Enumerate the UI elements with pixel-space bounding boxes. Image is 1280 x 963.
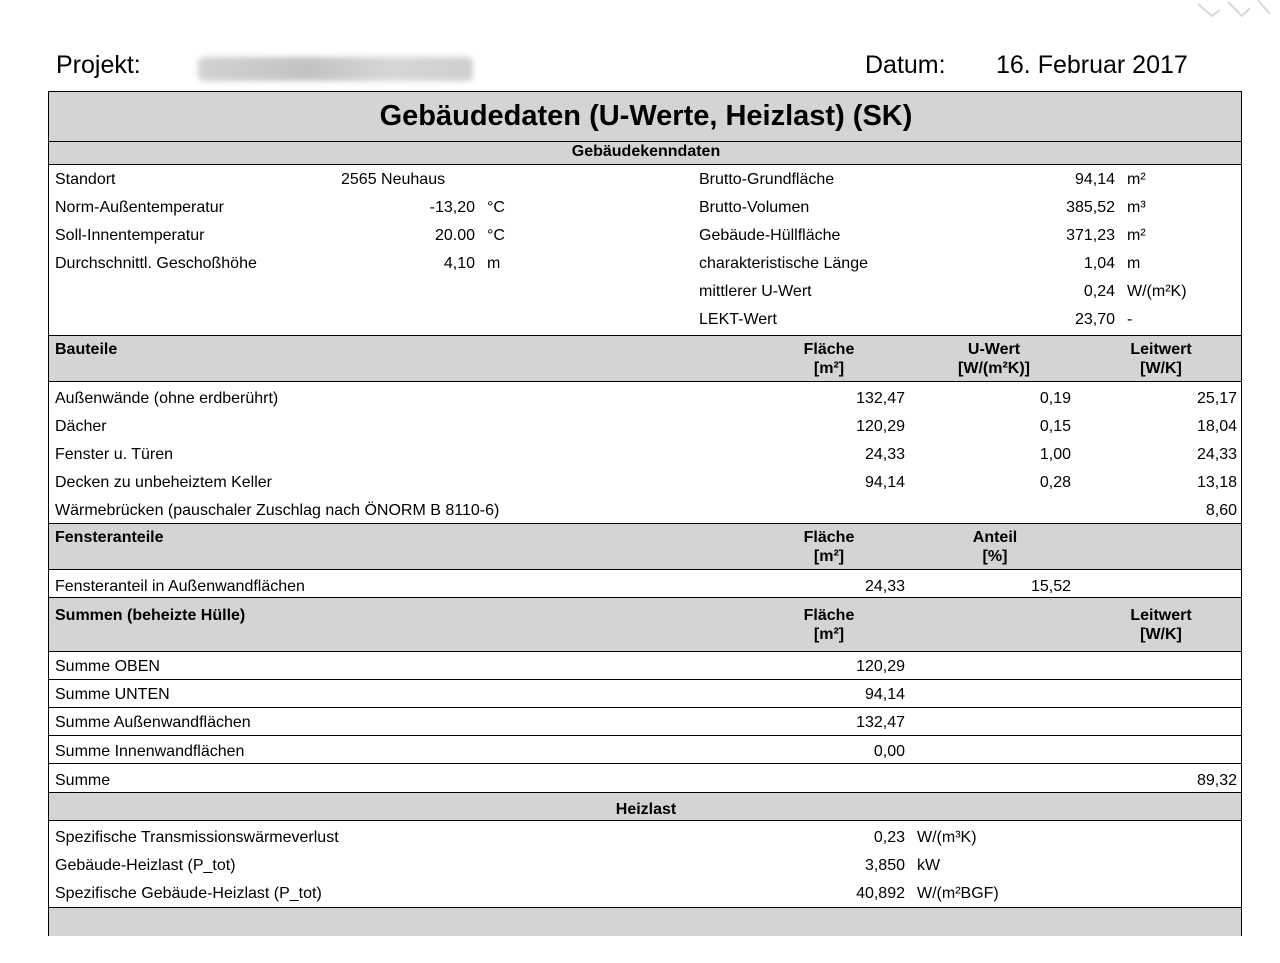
table-row-label: Decken zu unbeheiztem Keller (55, 474, 273, 491)
table-cell-flaeche: 132,47 (856, 390, 905, 407)
col-leitwert-unit: [W/K] (1140, 360, 1182, 377)
table-cell-flaeche: 94,14 (864, 474, 905, 491)
col-flaeche-header: Fläche (803, 607, 855, 624)
summe-total-label: Summe (55, 772, 111, 789)
kenndaten-label: Durchschnittl. Geschoßhöhe (55, 255, 257, 272)
summen-heading: Summen (beheizte Hülle) (55, 607, 246, 624)
heizlast-heading: Heizlast (615, 801, 677, 818)
kenndaten-label: mittlerer U-Wert (699, 283, 812, 300)
table-row-label: Summe UNTEN (55, 686, 170, 703)
table-row-label: Summe Außenwandflächen (55, 714, 251, 731)
heizlast-unit: W/(m²BGF) (917, 885, 999, 902)
kenndaten-value: 0,24 (1083, 283, 1115, 300)
table-cell-flaeche: 24,33 (864, 446, 905, 463)
kenndaten-label: LEKT-Wert (699, 311, 777, 328)
table-cell-flaeche: 120,29 (856, 658, 905, 675)
table-cell-uwert: 0,19 (1039, 390, 1071, 407)
table-row-label: Summe Innenwandflächen (55, 743, 245, 760)
table-cell-leitwert: 24,33 (1196, 446, 1237, 463)
table-cell-leitwert: 13,18 (1196, 474, 1237, 491)
table-row-label: Summe OBEN (55, 658, 160, 675)
heizlast-value: 40,892 (856, 885, 905, 902)
col-uwert-unit: [W/(m²K)] (958, 360, 1030, 377)
col-leitwert-header: Leitwert (1130, 341, 1192, 358)
col-flaeche-unit: [m²] (813, 548, 845, 565)
col-flaeche-unit: [m²] (813, 626, 845, 643)
table-row-label: Dächer (55, 418, 107, 435)
kenndaten-unit: W/(m²K) (1127, 283, 1187, 300)
kenndaten-unit: m (487, 255, 501, 272)
table-cell-leitwert: 8,60 (1205, 502, 1237, 519)
table-row-label: Fenster u. Türen (55, 446, 173, 463)
col-uwert-header: U-Wert (967, 341, 1021, 358)
col-flaeche-header: Fläche (803, 529, 855, 546)
kenndaten-unit: °C (487, 199, 505, 216)
col-leitwert-unit: [W/K] (1140, 626, 1182, 643)
sheet-title: Gebäudedaten (U-Werte, Heizlast) (SK) (379, 100, 913, 132)
table-row-label: Wärmebrücken (pauschaler Zuschlag nach ÖNORM B 8110-6) (55, 502, 500, 519)
kenndaten-unit: m (1127, 255, 1141, 272)
table-cell-flaeche: 24,33 (864, 578, 905, 595)
kenndaten-heading: Gebäudekenndaten (571, 143, 721, 160)
table-cell-flaeche: 132,47 (856, 714, 905, 731)
kenndaten-unit: m³ (1127, 199, 1146, 216)
kenndaten-value: 20.00 (434, 227, 475, 244)
kenndaten-value: 94,14 (1074, 171, 1115, 188)
table-row-label: Fensteranteil in Außenwandflächen (55, 578, 305, 595)
table-cell-flaeche: 0,00 (873, 743, 905, 760)
kenndaten-unit: m² (1127, 171, 1146, 188)
heizlast-value: 3,850 (864, 857, 905, 874)
kenndaten-unit: - (1127, 311, 1133, 328)
col-anteil-header: Anteil (972, 529, 1018, 546)
bauteile-band (49, 335, 1241, 381)
kenndaten-label: Brutto-Volumen (699, 199, 810, 216)
table-row-label: Außenwände (ohne erdberührt) (55, 390, 279, 407)
footer-band (49, 907, 1241, 936)
kenndaten-value: 1,04 (1083, 255, 1115, 272)
heizlast-unit: kW (917, 857, 941, 874)
heizlast-unit: W/(m³K) (917, 829, 977, 846)
col-leitwert-header: Leitwert (1130, 607, 1192, 624)
bauteile-heading: Bauteile (55, 341, 118, 358)
col-flaeche-unit: [m²] (813, 360, 845, 377)
table-cell-uwert: 1,00 (1039, 446, 1071, 463)
table-cell-leitwert: 25,17 (1196, 390, 1237, 407)
kenndaten-label: Soll-Innentemperatur (55, 227, 205, 244)
kenndaten-label: Norm-Außentemperatur (55, 199, 224, 216)
corner-decoration-icon (1190, 0, 1280, 22)
heizlast-label: Spezifische Gebäude-Heizlast (P_tot) (55, 885, 322, 902)
kenndaten-label: Brutto-Grundfläche (699, 171, 835, 188)
datum-value: 16. Februar 2017 (996, 51, 1188, 79)
kenndaten-unit: m² (1127, 227, 1146, 244)
heizlast-label: Gebäude-Heizlast (P_tot) (55, 857, 236, 874)
kenndaten-value: 4,10 (443, 255, 475, 272)
summe-total-leitwert: 89,32 (1196, 772, 1237, 789)
data-sheet (48, 91, 1242, 936)
kenndaten-value: 23,70 (1074, 311, 1115, 328)
heizlast-label: Spezifische Transmissionswärmeverlust (55, 829, 339, 846)
heizlast-value: 0,23 (873, 829, 905, 846)
table-cell-uwert: 0,15 (1039, 418, 1071, 435)
table-cell-uwert: 0,28 (1039, 474, 1071, 491)
table-cell-leitwert: 18,04 (1196, 418, 1237, 435)
datum-label: Datum: (865, 51, 946, 79)
kenndaten-value: 2565 Neuhaus (341, 171, 446, 188)
kenndaten-label: Standort (55, 171, 116, 188)
table-cell-anteil: 15,52 (1030, 578, 1071, 595)
fensteranteile-band (49, 523, 1241, 569)
fensteranteile-heading: Fensteranteile (55, 529, 164, 546)
kenndaten-unit: °C (487, 227, 505, 244)
kenndaten-value: 371,23 (1066, 227, 1115, 244)
col-anteil-unit: [%] (982, 548, 1008, 565)
col-flaeche-header: Fläche (803, 341, 855, 358)
kenndaten-label: charakteristische Länge (699, 255, 868, 272)
kenndaten-label: Gebäude-Hüllfläche (699, 227, 841, 244)
table-cell-flaeche: 94,14 (864, 686, 905, 703)
kenndaten-value: 385,52 (1066, 199, 1115, 216)
projekt-label: Projekt: (56, 51, 141, 79)
projekt-name-redacted (198, 57, 473, 81)
kenndaten-value: -13,20 (429, 199, 475, 216)
table-cell-flaeche: 120,29 (856, 418, 905, 435)
